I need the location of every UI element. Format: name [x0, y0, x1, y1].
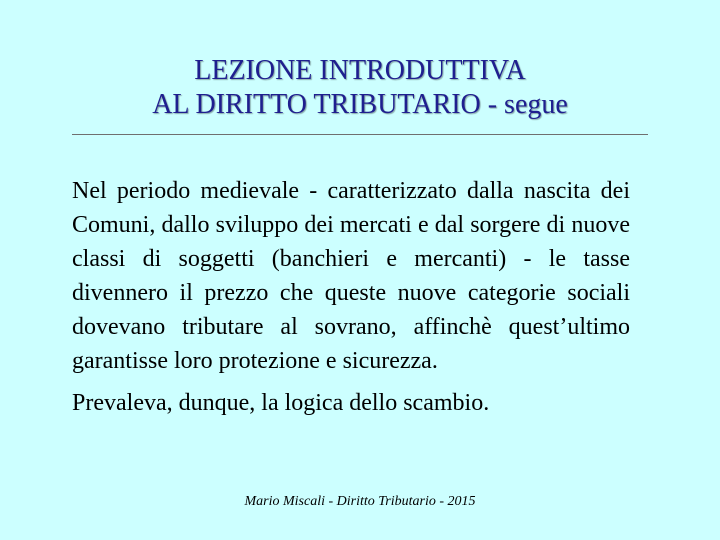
- slide-body: [72, 174, 630, 420]
- body-paragraph-2: Prevaleva, dunque, la logica dello scambio.: [72, 390, 490, 416]
- slide-title-line-2: AL DIRITTO TRIBUTARIO - segue: [152, 89, 568, 120]
- slide-title: [0, 54, 720, 122]
- title-divider: [72, 134, 648, 135]
- slide-title-line-1: LEZIONE INTRODUTTIVA: [194, 55, 526, 86]
- slide-footer: Mario Miscali - Diritto Tributario - 2015: [244, 494, 476, 509]
- body-paragraph-1: Nel periodo medievale - caratterizzato dalla nascita dei Comuni, dallo sviluppo dei mercati e dal sorgere di nuove classi di soggetti (banchieri e mercanti) - le tasse divennero il prezzo che queste nuove categorie sociali dovevano tributare al sovrano, affinchè quest’ultimo garantisse loro protezione e sicurezza.: [72, 178, 630, 374]
